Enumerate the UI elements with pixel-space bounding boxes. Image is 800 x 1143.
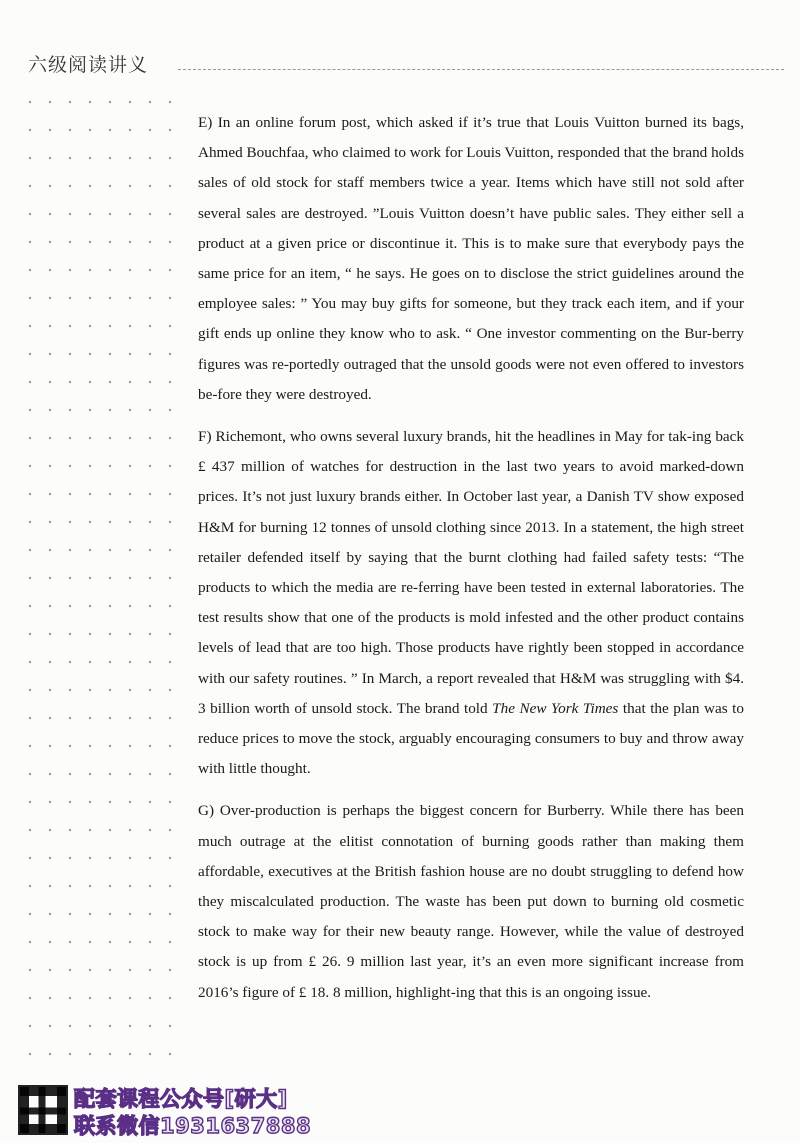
paragraph-g: G) Over-production is perhaps the biggest concern for Burberry. While there has been much outrage at the elitist connotation of burning goods rather than making them affordable, executives at the British fashion house are no doubt struggling to defend how they miscalculated production. The waste has been put down to burning old cosmetic stock to make way for their new beauty range. However, while the value of destroyed stock is up from £ 26. 9 million last year, it’s an even more significant increase from 2016’s figure of £ 18. 8 million, highlight-ing that this is an ongoing issue.	[198, 802, 744, 1001]
margin-dot-grid	[20, 88, 180, 1078]
watermark-banner	[18, 1083, 318, 1139]
paragraph-f	[198, 422, 744, 784]
paragraph-f-text-after: that the plan was to reduce prices to move the stock, arguably encouraging consumers to buy and throw away with little thought.	[198, 699, 744, 778]
page-header-title: 六级阅读讲义	[28, 54, 149, 76]
paragraph-f-text-before: F) Richemont, who owns several luxury brands, hit the headlines in May for tak-ing back £ 437 million of watches for destruction in the last two years to avoid marked-down prices. It’s not just luxury brands either. In October last year, a Danish TV show exposed H&M for burning 12 tonnes of unsold clothing since 2013. In a statement, the high street retailer defended itself by saying that the burnt clothing had failed safety tests: “The products to which the media are re-ferring have been tested in external laboratories. The test results show that one of the products is mold infested and the other product contains levels of lead that are too high. Those products have rightly been stopped in accordance with our safety routines. ” In March, a report revealed that H&M was struggling with $4. 3 billion worth of unsold stock. The brand told	[198, 428, 744, 717]
header-divider	[178, 69, 784, 70]
qr-code-icon	[18, 1085, 68, 1135]
publication-name: The New York Times	[492, 699, 619, 717]
paragraph-e: E) In an online forum post, which asked if it’s true that Louis Vuitton burned its bags, Ahmed Bouchfaa, who claimed to work for Louis Vuitton, responded that the brand holds sales of old stock for staff members twice a year. Items which have still not sold after several sales are destroyed. ”Louis Vuitton doesn’t have public sales. They either sell a product at a given price or discontinue it. This is to make sure that everybody pays the same price for an item, “ he says. He goes on to disclose the strict guidelines around the employee sales: ” You may buy gifts for someone, but they track each item, and if your gift ends up online they know who to ask. “ One investor commenting on the Bur-berry figures was re-portedly outraged that the unsold goods were not even offered to investors be-fore they were destroyed.	[198, 114, 744, 403]
watermark-line-2: 联系微信1931637888	[74, 1114, 312, 1138]
watermark-line-1: 配套课程公众号[研大]	[74, 1087, 288, 1111]
article-body	[198, 108, 744, 1008]
